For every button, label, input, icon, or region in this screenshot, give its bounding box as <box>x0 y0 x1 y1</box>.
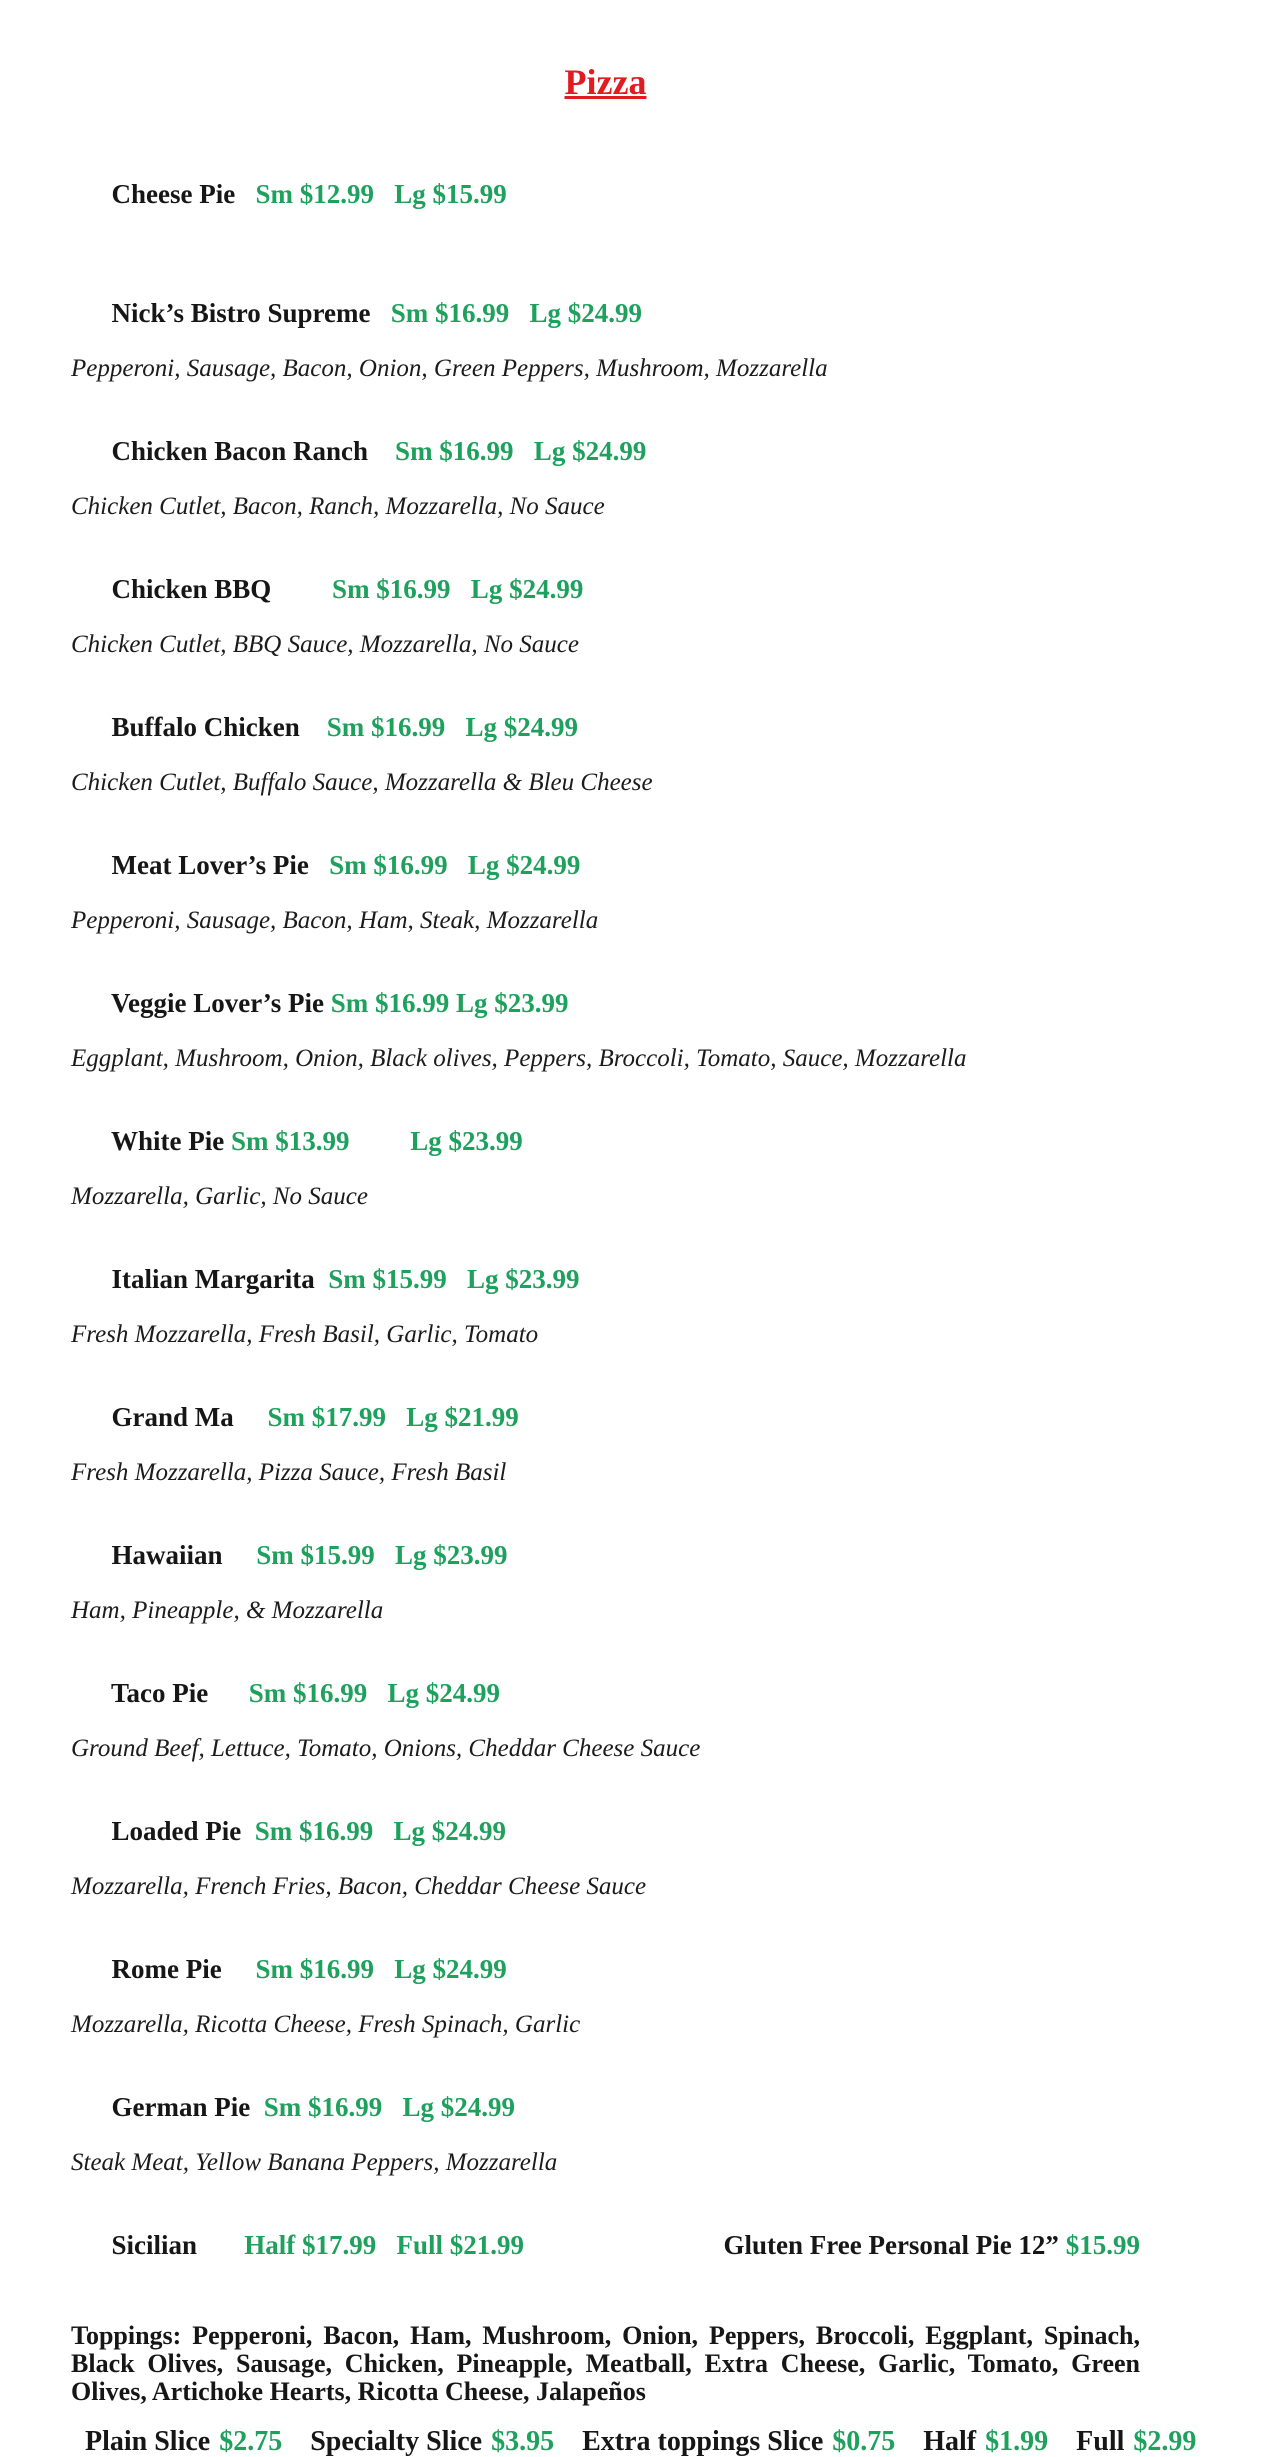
item-name: Rome Pie <box>111 1954 222 1984</box>
slice-label: Full <box>1076 2426 1125 2457</box>
page-title: Pizza <box>564 62 647 102</box>
slice-price: $1.99 <box>985 2426 1049 2457</box>
item-prices: Sm $16.99 Lg $24.99 <box>368 436 647 466</box>
menu-items <box>71 152 1140 2176</box>
item-description: Chicken Cutlet, Bacon, Ranch, Mozzarella, No Sauce <box>71 493 605 520</box>
slice-pair <box>923 2426 1055 2457</box>
gluten-free-price: $15.99 <box>1065 2230 1140 2260</box>
slice-price: $2.99 <box>1133 2426 1197 2457</box>
item-description: Ham, Pineapple, & Mozzarella <box>71 1597 384 1624</box>
item-prices: Sm $12.99 Lg $15.99 <box>235 179 507 209</box>
menu-item <box>71 271 1140 382</box>
menu-item <box>71 1789 1140 1900</box>
item-description: Pepperoni, Sausage, Bacon, Ham, Steak, Mozzarella <box>71 907 599 934</box>
menu-item <box>71 547 1140 658</box>
item-name: White Pie <box>111 1126 225 1156</box>
item-description: Mozzarella, Ricotta Cheese, Fresh Spinach, Garlic <box>71 2011 581 2038</box>
menu-item <box>71 152 1140 236</box>
slice-label: Specialty Slice <box>310 2426 483 2457</box>
item-prices: Sm $13.99 Lg $23.99 <box>224 1126 523 1156</box>
item-description: Ground Beef, Lettuce, Tomato, Onions, Cheddar Cheese Sauce <box>71 1735 701 1762</box>
item-name: Chicken Bacon Ranch <box>111 436 369 466</box>
item-name: German Pie <box>111 2092 251 2122</box>
item-description: Fresh Mozzarella, Pizza Sauce, Fresh Basil <box>71 1459 507 1486</box>
menu-item <box>71 409 1140 520</box>
item-description: Eggplant, Mushroom, Onion, Black olives, Peppers, Broccoli, Tomato, Sauce, Mozzarella <box>71 1045 967 1072</box>
gluten-free-option <box>683 2203 1140 2287</box>
slice-pair <box>310 2426 561 2457</box>
item-description: Steak Meat, Yellow Banana Peppers, Mozzarella <box>71 2149 558 2176</box>
menu-item <box>71 961 1140 1072</box>
item-name: Sicilian <box>111 2230 198 2260</box>
item-prices: Sm $16.99 Lg $24.99 <box>370 298 643 328</box>
item-prices: Sm $16.99 Lg $24.99 <box>308 850 581 880</box>
menu-item <box>71 1651 1140 1762</box>
item-description: Chicken Cutlet, Buffalo Sauce, Mozzarella & Bleu Cheese <box>71 769 653 796</box>
menu-item <box>71 2065 1140 2176</box>
menu-item <box>71 1237 1140 1348</box>
menu-item <box>71 685 1140 796</box>
item-prices: Sm $16.99 Lg $24.99 <box>250 2092 515 2122</box>
item-name: Italian Margarita <box>111 1264 315 1294</box>
slice-price: $3.95 <box>491 2426 555 2457</box>
item-prices: Sm $15.99 Lg $23.99 <box>222 1540 508 1570</box>
slice-pair <box>1076 2426 1196 2457</box>
item-prices: Half $17.99 Full $21.99 <box>197 2230 525 2260</box>
menu-item <box>71 1099 1140 1210</box>
item-description: Mozzarella, Garlic, No Sauce <box>71 1183 368 1210</box>
slice-label: Extra toppings Slice <box>582 2426 824 2457</box>
item-name: Veggie Lover’s Pie <box>111 988 324 1018</box>
toppings-paragraph: Toppings: Pepperoni, Bacon, Ham, Mushroom, Onion, Peppers, Broccoli, Eggplant, Spinach, Black Olives, Sausage, Chicken, Pineapple, Meatball, Extra Cheese, Garlic, Tomato, Green Olives, Artichoke Hearts, Ricotta Cheese, Jalapeños <box>71 2321 1140 2406</box>
sicilian-row <box>71 2203 1140 2287</box>
menu-item <box>71 1513 1140 1624</box>
item-prices: Sm $16.99 Lg $24.99 <box>221 1954 507 1984</box>
item-prices: Sm $16.99 Lg $24.99 <box>241 1816 507 1846</box>
item-name: Buffalo Chicken <box>111 712 300 742</box>
item-name: Taco Pie <box>111 1678 209 1708</box>
item-name: Hawaiian <box>111 1540 223 1570</box>
menu-item <box>71 1375 1140 1486</box>
slice-pair <box>85 2426 289 2457</box>
item-name: Meat Lover’s Pie <box>111 850 309 880</box>
slice-price: $0.75 <box>832 2426 896 2457</box>
menu-item <box>71 1927 1140 2038</box>
slice-label: Half <box>923 2426 977 2457</box>
item-prices: Sm $16.99 Lg $23.99 <box>323 988 569 1018</box>
item-prices: Sm $16.99 Lg $24.99 <box>208 1678 501 1708</box>
item-prices: Sm $16.99 Lg $24.99 <box>299 712 579 742</box>
item-prices: Sm $16.99 Lg $24.99 <box>271 574 584 604</box>
slice-pair <box>582 2426 902 2457</box>
item-description: Fresh Mozzarella, Fresh Basil, Garlic, Tomato <box>71 1321 539 1348</box>
slice-price: $2.75 <box>219 2426 283 2457</box>
menu-item <box>71 823 1140 934</box>
item-name: Nick’s Bistro Supreme <box>111 298 371 328</box>
item-name: Grand Ma <box>111 1402 234 1432</box>
item-description: Mozzarella, French Fries, Bacon, Cheddar Cheese Sauce <box>71 1873 647 1900</box>
item-name: Cheese Pie <box>111 179 236 209</box>
slice-label: Plain Slice <box>85 2426 211 2457</box>
item-description: Pepperoni, Sausage, Bacon, Onion, Green Peppers, Mushroom, Mozzarella <box>71 355 828 382</box>
item-description: Chicken Cutlet, BBQ Sauce, Mozzarella, No Sauce <box>71 631 579 658</box>
item-name: Loaded Pie <box>111 1816 242 1846</box>
item-prices: Sm $17.99 Lg $21.99 <box>233 1402 519 1432</box>
gluten-free-label: Gluten Free Personal Pie 12” <box>723 2230 1066 2260</box>
item-prices: Sm $15.99 Lg $23.99 <box>314 1264 580 1294</box>
slice-prices-row <box>71 2426 1197 2457</box>
item-name: Chicken BBQ <box>111 574 272 604</box>
